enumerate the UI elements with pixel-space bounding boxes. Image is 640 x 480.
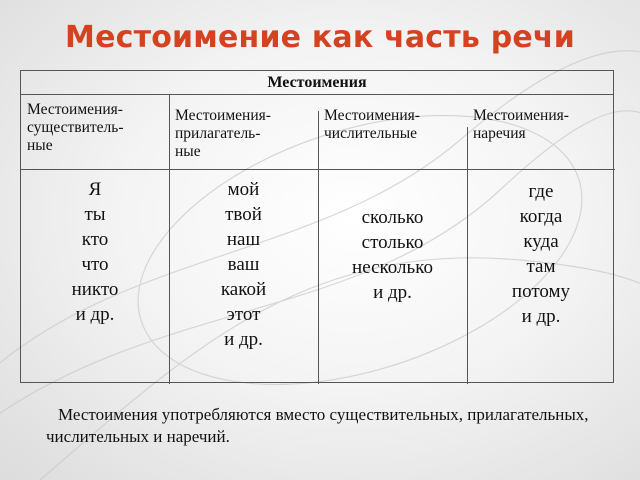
list-item: несколько: [352, 257, 433, 278]
list-item: твой: [225, 204, 262, 225]
heading-underline: [318, 169, 467, 170]
heading-underline: [467, 169, 615, 170]
heading-noun-pronouns: Местоимения- существитель- ные: [27, 101, 124, 154]
list-item: и др.: [521, 306, 561, 327]
usage-note: Местоимения употребляются вместо существительных, прилагательных, числительных и наречий.: [46, 405, 589, 446]
list-item: и др.: [75, 304, 115, 325]
heading-underline: [21, 169, 169, 170]
table-header: Местоимения: [21, 71, 613, 95]
words-adverb-pronouns: [467, 179, 615, 329]
words-adjective-pronouns: [169, 177, 318, 352]
list-item: какой: [220, 279, 267, 300]
list-item: куда: [523, 231, 559, 252]
list-item: и др.: [224, 329, 263, 350]
heading-adjective-pronouns: Местоимения- прилагатель- ные: [175, 107, 271, 160]
list-item: там: [526, 256, 556, 277]
list-item: Я: [88, 179, 102, 200]
heading-adverb-pronouns: Местоимения- наречия: [473, 107, 569, 142]
heading-numeral-pronouns: Местоимения- числительные: [324, 107, 420, 142]
heading-underline: [169, 169, 318, 170]
list-item: и др.: [373, 282, 412, 303]
list-item: наш: [226, 229, 261, 250]
slide-title: Местоимение как часть речи: [65, 20, 575, 55]
list-item: сколько: [361, 207, 424, 228]
words-numeral-pronouns: [318, 205, 467, 305]
list-item: когда: [519, 206, 563, 227]
list-item: мой: [227, 179, 260, 200]
list-item: что: [81, 254, 109, 275]
list-item: кто: [81, 229, 109, 250]
list-item: столько: [361, 232, 424, 253]
list-item: ваш: [227, 254, 260, 275]
list-item: этот: [226, 304, 261, 325]
pronoun-table: [20, 70, 614, 383]
list-item: никто: [71, 279, 119, 300]
words-noun-pronouns: [21, 177, 169, 327]
list-item: ты: [84, 204, 106, 225]
list-item: где: [528, 181, 554, 202]
list-item: потому: [511, 281, 571, 302]
